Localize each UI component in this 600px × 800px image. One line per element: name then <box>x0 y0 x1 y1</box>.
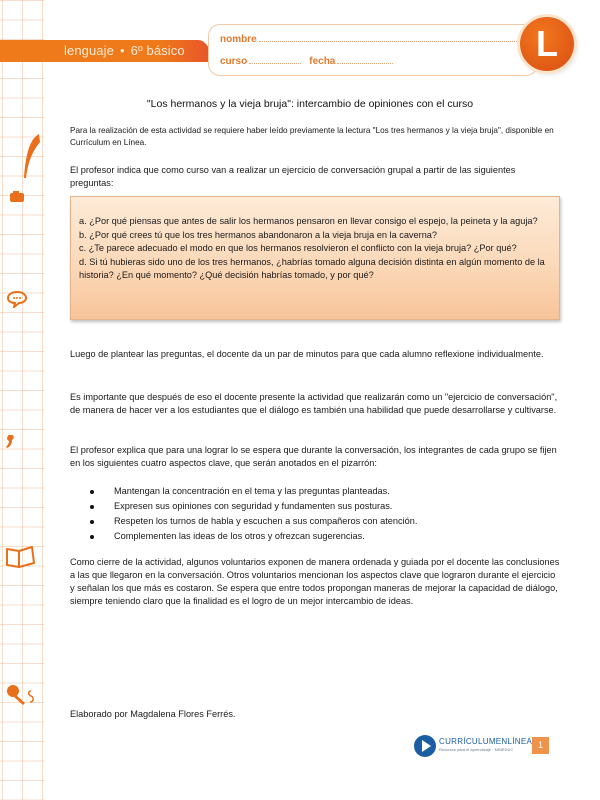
question-c: c. ¿Te parece adecuado el modo en que los hermanos resolvieron el conflicto con la vieja bruja? ¿Por qué? <box>79 243 517 253</box>
logo-name: CURRÍCULUMENLÍNEA <box>439 737 533 746</box>
questions-box <box>70 196 560 320</box>
curso-fecha-row <box>220 56 393 67</box>
nombre-field[interactable] <box>220 34 539 45</box>
speech-bubble-icon <box>6 290 28 308</box>
instruction-paragraph: El profesor indica que como curso van a realizar un ejercicio de conversación grupal a partir de las siguientes preguntas: <box>70 165 516 188</box>
page-number: 1 <box>532 737 549 754</box>
student-info-box <box>208 24 538 76</box>
nombre-line[interactable] <box>259 34 539 42</box>
curriculum-en-linea-logo[interactable] <box>414 735 532 757</box>
curso-label: curso <box>220 56 248 67</box>
play-arrow-icon <box>414 735 436 757</box>
fecha-label: fecha <box>309 56 336 67</box>
grid-margin-decoration <box>0 0 44 800</box>
inkpot-icon <box>9 188 25 202</box>
key-aspects-list <box>88 484 548 544</box>
closing-paragraph: Como cierre de la actividad, algunos voluntarios exponen de manera ordenada y guiada por el docente las conclusiones a las que llegaron en la conversación. Otros voluntarios mencionan los aspectos clave que lograron durante el ejercicio y señalan los que más es costaron. Se espera que entre todos propongan maneras de mejorar la capacidad de diálogo, siempre teniendo claro que la finalidad es el logro de un mejor intercambio de ideas. <box>70 557 560 606</box>
list-item: Expresen sus opiniones con seguridad y fundamenten sus posturas. <box>88 499 548 514</box>
subject-badge: L <box>520 17 574 71</box>
author-credit: Elaborado por Magdalena Flores Ferrés. <box>70 709 236 719</box>
question-d: d. Si tú hubieras sido uno de los tres hermanos, ¿habrías tomado alguna decisión distinta en algún momento de la historia? ¿En qué momento? ¿Qué decisión habrías tomado, y por qué? <box>79 256 545 280</box>
quill-icon <box>20 132 42 180</box>
importance-paragraph: Es importante que después de eso el docente presente la actividad que realizarán como un "ejercicio de conversación", de manera de hacer ver a los estudiantes que el diálogo es también una habilidad que puede desarrollarse y cultivarse. <box>70 392 558 415</box>
document-title: "Los hermanos y la vieja bruja": intercambio de opiniones con el curso <box>146 98 474 110</box>
microphone-icon <box>5 683 37 709</box>
intro-paragraph: Para la realización de esta actividad se requiere haber leído previamente la lectura "Los tres hermanos y la vieja bruja", disponible en Currículum en Línea. <box>70 126 554 147</box>
nombre-label: nombre <box>220 34 257 45</box>
separator-dot: • <box>119 43 125 58</box>
explanation-paragraph: El profesor explica que para una lograr lo se espera que durante la conversación, los integrantes de cada grupo se fijen en los siguientes cuatro aspectos clave, que serán anotados en el pizarrón: <box>70 445 557 468</box>
grade-label: 6º básico <box>130 43 185 58</box>
list-item: Mantengan la concentración en el tema y las preguntas planteadas. <box>88 484 548 499</box>
question-b: b. ¿Por qué crees tú que los tres hermanos abandonaron a la vieja bruja en la caverna? <box>79 229 438 240</box>
list-item: Complementen las ideas de los otros y ofrezcan sugerencias. <box>88 529 548 544</box>
curso-line[interactable] <box>249 56 301 64</box>
subject-label: lenguaje <box>64 43 114 58</box>
reflection-paragraph: Luego de plantear las preguntas, el docente da un par de minutos para que cada alumno reflexione individualmente. <box>70 349 544 359</box>
list-item: Respeten los turnos de habla y escuchen a sus compañeros con atención. <box>88 514 548 529</box>
subject-grade-label <box>64 42 185 60</box>
logo-subtitle: Recursos para el aprendizaje · MINEDUC <box>439 747 514 752</box>
comma-icon <box>5 435 15 449</box>
fecha-line[interactable] <box>337 56 393 64</box>
question-a: a. ¿Por qué piensas que antes de salir los hermanos pensaron en llevar consigo el espejo, la peineta y la aguja? <box>79 216 538 226</box>
open-book-icon <box>4 545 36 569</box>
